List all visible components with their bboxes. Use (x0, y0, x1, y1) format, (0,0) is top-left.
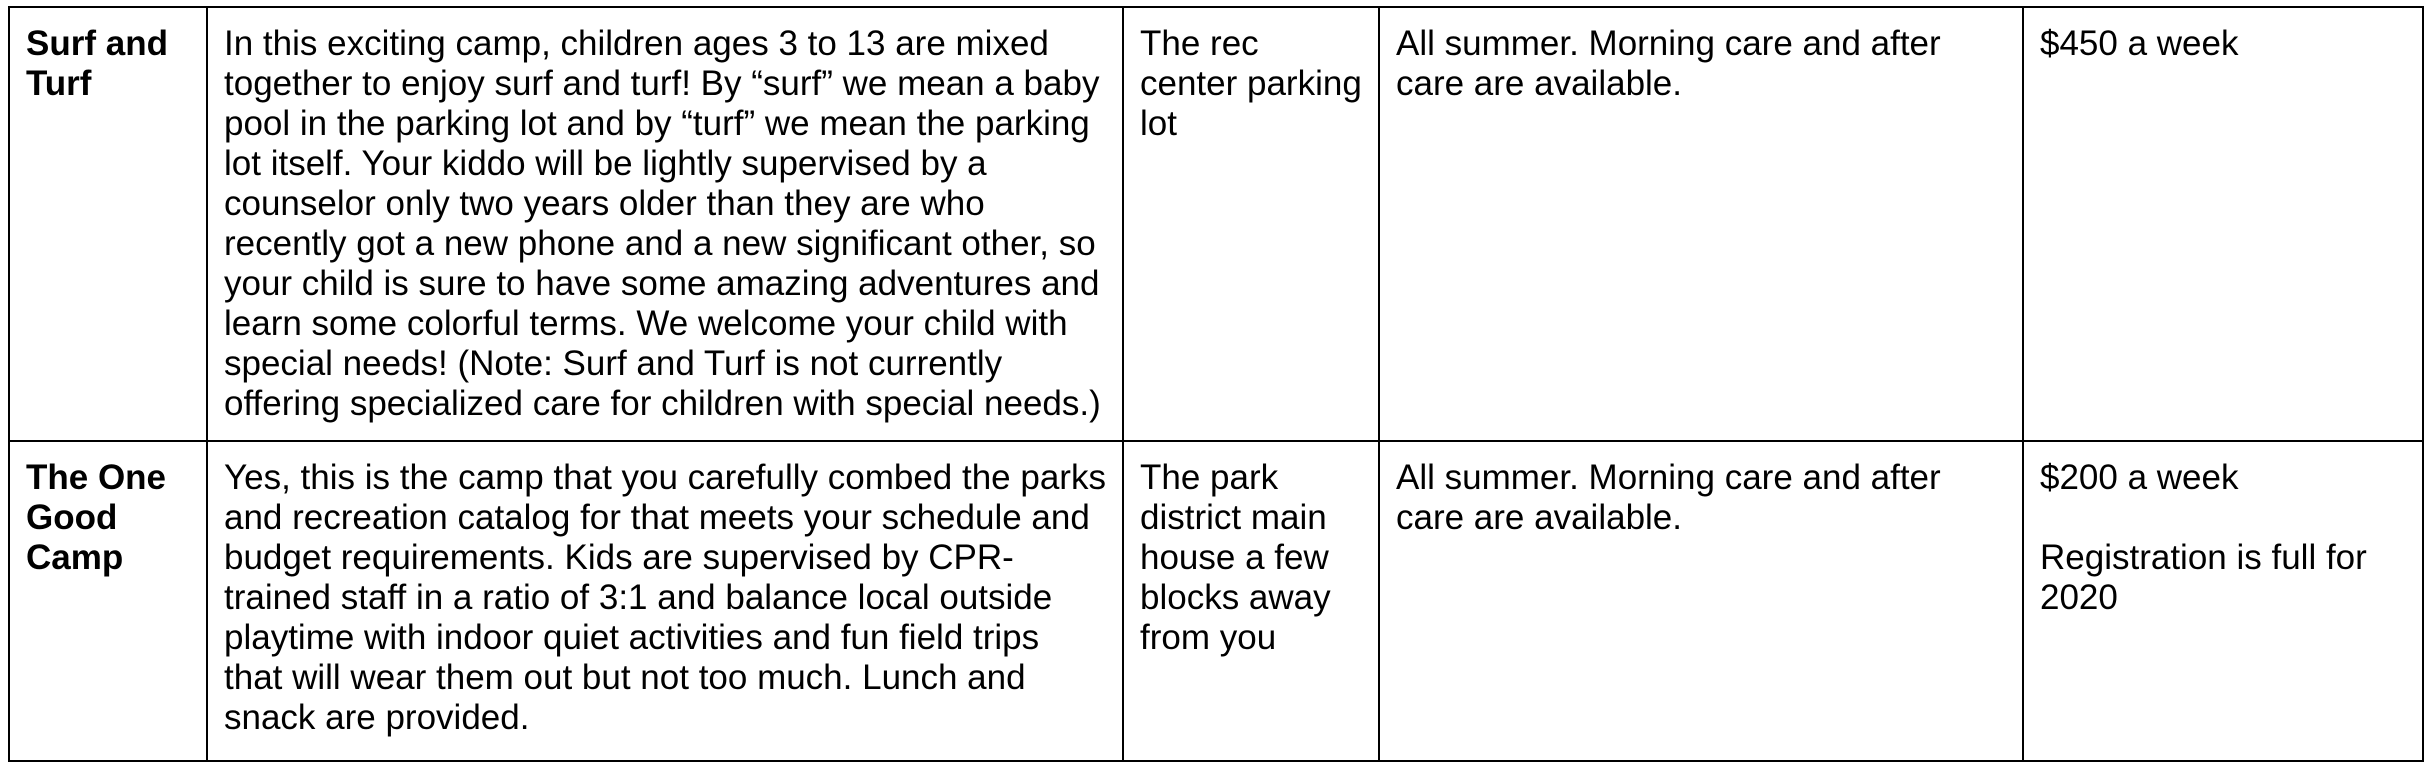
camp-description-cell (207, 7, 1123, 441)
camp-registration-note: Registration is full for 2020 (2040, 538, 2367, 617)
camp-schedule: All summer. Morning care and after care are available. (1396, 24, 1941, 103)
camp-description: Yes, this is the camp that you carefully combed the parks and recreation catalog for that meets your schedule and budget requirements. Kids are supervised by CPR-trained staff in a ratio of 3:1 and balance local outside playtime with indoor quiet activities and fun field trips that will wear them out but not too much. Lunch and snack are provided. (224, 458, 1106, 737)
camp-cost-cell (2023, 441, 2423, 761)
table-row (9, 7, 2423, 441)
camp-location: The rec center parking lot (1140, 24, 1362, 143)
camp-location-cell (1123, 441, 1379, 761)
camp-schedule: All summer. Morning care and after care are available. (1396, 458, 1941, 537)
camp-cost: $200 a week (2040, 458, 2239, 497)
camp-name-cell (9, 441, 207, 761)
camp-schedule-cell (1379, 7, 2023, 441)
camp-name-cell (9, 7, 207, 441)
camp-cost: $450 a week (2040, 24, 2239, 63)
camp-description-cell (207, 441, 1123, 761)
camp-cost-cell (2023, 7, 2423, 441)
camp-name: The One Good Camp (26, 458, 167, 577)
camp-location-cell (1123, 7, 1379, 441)
table-row (9, 441, 2423, 761)
camp-schedule-cell (1379, 441, 2023, 761)
camp-description: In this exciting camp, children ages 3 to 13 are mixed together to enjoy surf and turf! By “surf” we mean a baby pool in the parking lot and by “turf” we mean the parking lot itself. Your kiddo will be lightly supervised by a counselor only two years older than they are who recently got a new phone and a new significant other, so your child is sure to have some amazing adventures and learn some colorful terms. We welcome your child with special needs! (Note: Surf and Turf is not currently offering specialized care for children with special needs.) (224, 24, 1101, 423)
camp-name: Surf and Turf (26, 24, 168, 103)
camp-location: The park district main house a few blocks away from you (1140, 458, 1331, 657)
camp-comparison-table (8, 6, 2424, 762)
